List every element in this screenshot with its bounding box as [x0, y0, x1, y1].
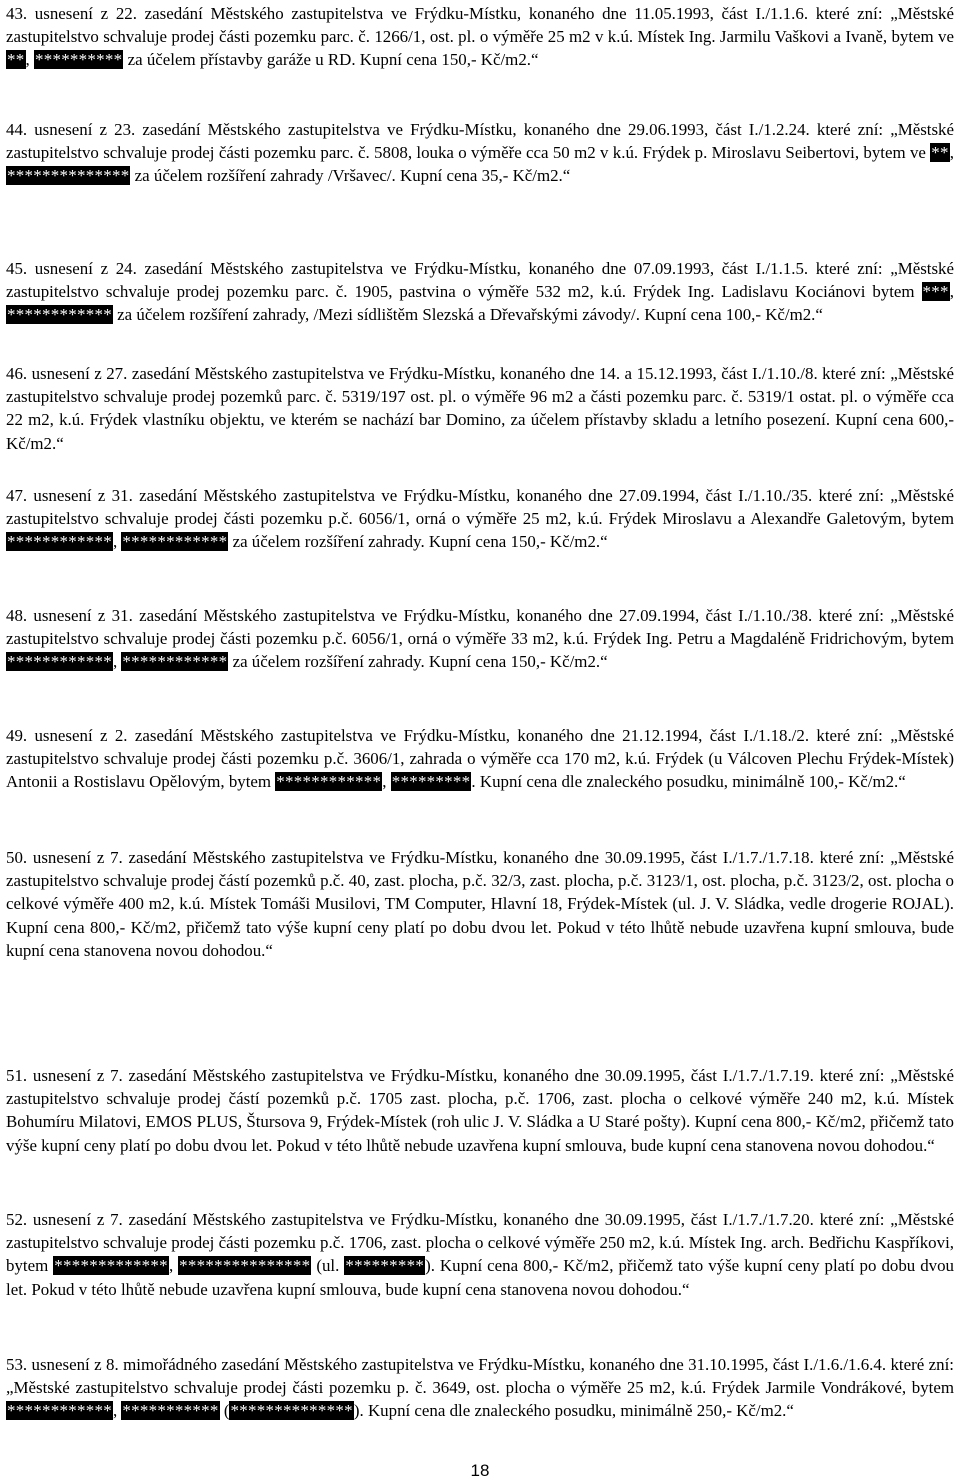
- resolution-45: [6, 257, 954, 327]
- text-run: za účelem rozšíření zahrady. Kupní cena 150,- Kč/m2.“: [228, 532, 608, 552]
- text-run: za účelem přístavby garáže u RD. Kupní cena 150,- Kč/m2.“: [123, 50, 539, 70]
- text-run: 43. usnesení z 22. zasedání Městského zastupitelstva ve Frýdku-Místku, konaného dne 11.05.1993, část I./1.1.6. které zní: „Městské zastupitelstvo schvaluje prodej části pozemku parc. č. 1266/1, ost. pl. o výměře 25 m2 v k.ú. Místek Ing. Jarmilu Vaškovi a Ivaně, bytem ve: [6, 4, 954, 47]
- resolution-51: [6, 1064, 954, 1157]
- resolution-53: [6, 1353, 954, 1423]
- redaction-mark: ***************: [179, 1256, 311, 1276]
- resolution-43: [6, 2, 954, 72]
- page-number: 18: [470, 1461, 490, 1480]
- redaction-mark: **************: [230, 1401, 353, 1421]
- text-run: ,: [168, 1256, 179, 1276]
- redaction-mark: **************: [7, 166, 130, 186]
- text-run: ,: [949, 143, 954, 163]
- redaction-mark: ************: [276, 772, 382, 792]
- redaction-mark: **: [7, 50, 25, 70]
- text-run: za účelem rozšíření zahrady /Vršavec/. Kupní cena 35,- Kč/m2.“: [130, 166, 571, 186]
- text-run: 52. usnesení z 7. zasedání Městského zastupitelstva ve Frýdku-Místku, konaného dne 30.09.1995, část I./1.7./1.7.20. které zní: „Městské zastupitelstvo schvaluje prodej části pozemku p.č. 1706, zast. plocha o celkové výměře 250 m2, k.ú. Místek Ing. arch. Bedřichu Kaspříkovi, bytem: [6, 1210, 954, 1276]
- text-run: 45. usnesení z 24. zasedání Městského zastupitelstva ve Frýdku-Místku, konaného dne 07.09.1993, část I./1.1.5. které zní: „Městské zastupitelstvo schvaluje prodej pozemku parc. č. 1905, pastvina o výměře 532 m2, k.ú. Frýdek Ing. Ladislavu Kociánovi bytem: [6, 259, 954, 302]
- text-run: 46. usnesení z 27. zasedání Městského zastupitelstva ve Frýdku-Místku, konaného dne 14. a 15.12.1993, část I./1.10./8. které zní: „Městské zastupitelstvo schvaluje prodej pozemků parc. č. 5319/197 ost. pl. o výměře 96 m2 a části pozemku parc. č. 5319/1 ostat. pl. o výměře cca 22 m2, k.ú. Frýdek vlastníku objektu, ve kterém se nachází bar Domino, za účelem přístavby skladu a letního posezení. Kupní cena 600,- Kč/m2.“: [6, 364, 954, 453]
- resolution-50: [6, 846, 954, 962]
- text-run: ,: [112, 532, 122, 552]
- redaction-mark: ************: [7, 1401, 112, 1421]
- redaction-mark: ************: [7, 305, 112, 325]
- redaction-mark: *********: [345, 1256, 425, 1276]
- redaction-mark: ************: [7, 532, 112, 552]
- text-run: . Kupní cena dle znaleckého posudku, minimálně 100,- Kč/m2.“: [471, 772, 906, 792]
- text-run: ,: [949, 282, 954, 302]
- text-run: ,: [112, 652, 122, 672]
- resolution-48: [6, 604, 954, 674]
- redaction-mark: *********: [391, 772, 471, 792]
- redaction-mark: ***********: [122, 1401, 219, 1421]
- resolution-47: [6, 484, 954, 554]
- resolution-46: [6, 362, 954, 455]
- resolution-49: [6, 724, 954, 794]
- text-run: 44. usnesení z 23. zasedání Městského zastupitelstva ve Frýdku-Místku, konaného dne 29.06.1993, část I./1.2.24. které zní: „Městské zastupitelstvo schvaluje prodej části pozemku parc. č. 5808, louka o výměře cca 50 m2 v k.ú. Frýdek p. Miroslavu Seibertovi, bytem ve: [6, 120, 954, 163]
- text-run: ,: [25, 50, 34, 70]
- redaction-mark: ***: [922, 282, 949, 302]
- redaction-mark: **: [931, 143, 949, 163]
- text-run: 49. usnesení z 2. zasedání Městského zastupitelstva ve Frýdku-Místku, konaného dne 21.12.1994, část I./1.18./2. které zní: „Městské zastupitelstvo schvaluje prodej části pozemku p.č. 3606/1, zahrada o výměře cca 170 m2, k.ú. Frýdek (u Válcoven Plechu Frýdek-Místek) Antonii a Rostislavu Opělovým, bytem: [6, 726, 954, 792]
- redaction-mark: **********: [34, 50, 123, 70]
- text-run: ,: [382, 772, 391, 792]
- text-run: ). Kupní cena dle znaleckého posudku, minimálně 250,- Kč/m2.“: [353, 1401, 794, 1421]
- text-run: 53. usnesení z 8. mimořádného zasedání Městského zastupitelstva ve Frýdku-Místku, konaného dne 31.10.1995, část I./1.6./1.6.4. které zní: „Městské zastupitelstvo schvaluje prodej části pozemku p. č. 3649, ost. plocha o výměře 25 m2, k.ú. Frýdek Jarmile Vondrákové, bytem: [6, 1355, 954, 1398]
- text-run: (: [219, 1401, 230, 1421]
- text-run: 50. usnesení z 7. zasedání Městského zastupitelstva ve Frýdku-Místku, konaného dne 30.09.1995, část I./1.7./1.7.18. které zní: „Městské zastupitelstvo schvaluje prodej částí pozemků p.č. 40, zast. plocha, p.č. 32/3, zast. plocha, p.č. 3123/1, ost. plocha, p.č. 3123/2, ost. plocha o celkové výměře 400 m2, k.ú. Místek Tomáši Musilovi, TM Computer, Hlavní 18, Frýdek-Místek (ul. J. V. Sládka, vedle drogerie ROJAL). Kupní cena 800,- Kč/m2, přičemž tato výše kupní ceny platí po dobu dvou let. Pokud v této lhůtě nebude uzavřena kupní smlouva, bude kupní cena stanovena novou dohodou.“: [6, 848, 954, 960]
- redaction-mark: ************: [122, 532, 228, 552]
- redaction-mark: ************: [122, 652, 228, 672]
- text-run: 47. usnesení z 31. zasedání Městského zastupitelstva ve Frýdku-Místku, konaného dne 27.09.1994, část I./1.10./35. které zní: „Městské zastupitelstvo schvaluje prodej části pozemku p.č. 6056/1, orná o výměře 25 m2, k.ú. Frýdek Miroslavu a Alexandře Galetovým, bytem: [6, 486, 954, 529]
- text-run: ). Kupní cena 800,- Kč/m2, přičemž tato výše kupní ceny platí po dobu dvou let. Pokud v této lhůtě nebude uzavřena kupní smlouva, bude kupní cena stanovena novou dohodou.“: [6, 1256, 955, 1299]
- text-run: 48. usnesení z 31. zasedání Městského zastupitelstva ve Frýdku-Místku, konaného dne 27.09.1994, část I./1.10./38. které zní: „Městské zastupitelstvo schvaluje prodej části pozemku p.č. 6056/1, orná o výměře 33 m2, k.ú. Frýdek Ing. Petru a Magdaléně Fridrichovým, bytem: [6, 606, 954, 649]
- text-run: (ul.: [311, 1256, 345, 1276]
- resolution-52: [6, 1208, 954, 1301]
- text-run: 51. usnesení z 7. zasedání Městského zastupitelstva ve Frýdku-Místku, konaného dne 30.09.1995, část I./1.7./1.7.19. které zní: „Městské zastupitelstvo schvaluje prodej částí pozemků p.č. 1705 zast. plocha, p.č. 1706, zast. plocha o celkové výměře 240 m2, k.ú. Místek Bohumíru Milatovi, EMOS PLUS, Štursova 9, Frýdek-Místek (roh ulic J. V. Sládka a U Staré pošty). Kupní cena 800,- Kč/m2, přičemž tato výše kupní ceny platí po dobu dvou let. Pokud v této lhůtě nebude uzavřena kupní smlouva, bude kupní cena stanovena novou dohodou.“: [6, 1066, 954, 1155]
- redaction-mark: *************: [54, 1256, 168, 1276]
- redaction-mark: ************: [7, 652, 112, 672]
- resolution-44: [6, 118, 954, 188]
- text-run: za účelem rozšíření zahrady. Kupní cena 150,- Kč/m2.“: [228, 652, 608, 672]
- text-run: ,: [112, 1401, 122, 1421]
- text-run: za účelem rozšíření zahrady, /Mezi sídlištěm Slezská a Dřevařskými závody/. Kupní cena 100,- Kč/m2.“: [112, 305, 823, 325]
